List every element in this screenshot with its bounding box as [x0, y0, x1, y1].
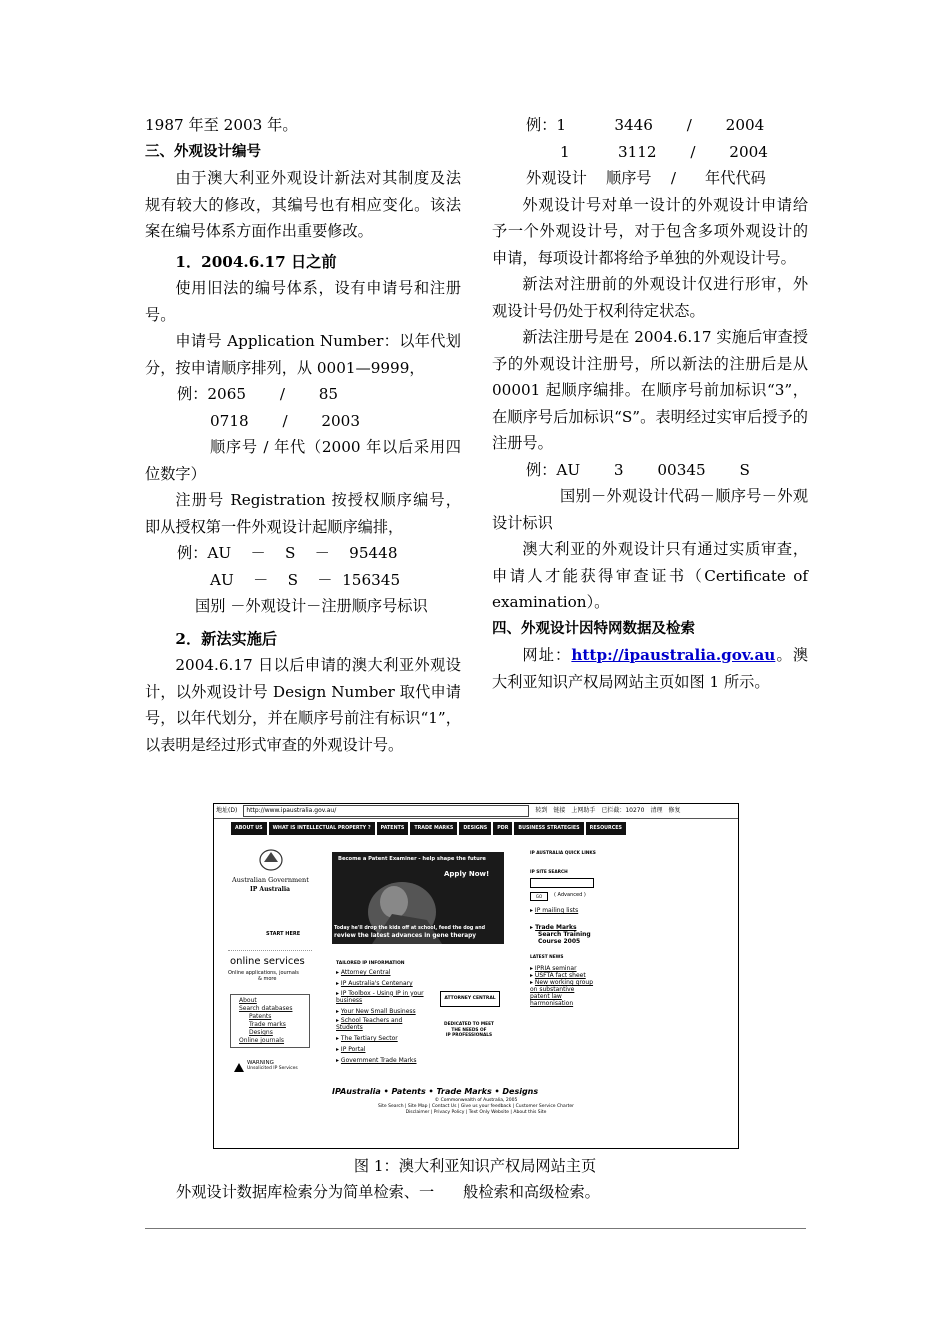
- closing-paragraph: 外观设计数据库检索分为简单检索、一 般检索和高级检索。: [176, 1183, 600, 1201]
- news-list: ▸ IPRIA seminar ▸ USFTA fact sheet ▸ New working group on substantive patent law harmonisation: [530, 965, 594, 1007]
- menu-about[interactable]: About: [239, 997, 257, 1004]
- paragraph: 新法对注册前的外观设计仅进行形审，外观设计号仍处于权利待定状态。: [492, 275, 808, 320]
- latest-news-heading: LATEST NEWS: [530, 955, 564, 960]
- tailored-links: ▸ Attorney Central ▸ IP Australia's Centenary ▸ IP Toolbox - Using IP in your business ▸ Your New Small Business ▸ School Teachers and Students ▸ The Tertiary Sector ▸ IP Portal ▸ Government Trade Marks: [336, 969, 424, 1064]
- banner-top: Become a Patent Examiner - help shape the future: [338, 856, 486, 862]
- paragraph: 澳大利亚的外观设计只有通过实质审查，申请人才能获得审查证书（Certificate of examination）。: [492, 540, 808, 611]
- online-services-sub: Online applications, journals: [228, 970, 299, 976]
- paragraph: 使用旧法的编号体系，设有申请号和注册号。: [145, 279, 461, 324]
- right-column: [492, 112, 808, 695]
- example-line: 国别－外观设计代码－顺序号－外观设计标识: [492, 487, 808, 532]
- gov-name: Australian Government: [232, 876, 309, 884]
- url-label: 网址：: [522, 646, 572, 664]
- advanced-search-link[interactable]: ( Advanced ): [554, 892, 586, 898]
- banner-line1: Today he'll drop the kids off at school, feed the dog and: [334, 926, 486, 931]
- banner-line2: review the latest advances in gene therapy: [334, 933, 477, 939]
- paragraph: 外观设计号对单一设计的外观设计申请给予一个外观设计号，对于包含多项外观设计的申请，每项设计都将给予单独的外观设计号。: [492, 195, 808, 267]
- nav-pdr[interactable]: PDR: [493, 822, 512, 835]
- subsection-heading: 1．2004.6.17 日之前: [175, 252, 337, 271]
- link-small-business[interactable]: Your New Small Business: [340, 1007, 416, 1015]
- paragraph: 由于澳大利亚外观设计新法对其制度及法规有较大的修改，其编号也有相应变化。该法案在编号体系方面作出重要修改。: [145, 169, 461, 240]
- toolbar-repair[interactable]: 修复: [668, 807, 681, 814]
- dedicated-line3: IP PROFESSIONALS: [445, 1033, 493, 1038]
- link-tm-training[interactable]: Trade Marks: [535, 924, 577, 931]
- nav-patents[interactable]: PATENTS: [377, 822, 409, 835]
- news-working-group[interactable]: New working group on substantive patent law harmonisation: [530, 979, 594, 1007]
- section-heading: 三、外观设计编号: [145, 143, 261, 160]
- menu-online-journals[interactable]: Online journals: [239, 1037, 285, 1044]
- services-menu-box: [230, 994, 310, 1048]
- paragraph: 注册号 Registration 按授权顺序编号，即从授权第一件外观设计起顺序编排，: [145, 491, 461, 536]
- example-line: 例：AU 3 00345 S: [526, 460, 750, 479]
- link-ip-portal[interactable]: IP Portal: [340, 1046, 366, 1054]
- menu-search-databases[interactable]: Search databases: [239, 1005, 293, 1012]
- left-column: [145, 112, 461, 758]
- online-services-sub2: & more: [258, 976, 277, 982]
- section-heading: 四、外观设计因特网数据及检索: [492, 620, 695, 637]
- nav-designs[interactable]: DESIGNS: [459, 822, 491, 835]
- link-attorney-central[interactable]: Attorney Central: [340, 969, 391, 976]
- address-label: 地址(D): [216, 807, 238, 814]
- ip-australia-name: IP Australia: [250, 886, 291, 893]
- website-screenshot-figure: [213, 803, 739, 1149]
- example-line: 国别 －外观设计－注册顺序号标识: [195, 597, 428, 615]
- trade-marks-training: ▸ Trade Marks Search Training Course 2005: [530, 924, 591, 945]
- online-services-heading: online services: [230, 956, 305, 967]
- coat-of-arms-icon: [258, 848, 284, 872]
- quick-links-heading: IP AUSTRALIA QUICK LINKS: [530, 851, 596, 856]
- banner-apply[interactable]: Apply Now!: [444, 870, 490, 878]
- nav-what-is-ip[interactable]: WHAT IS INTELLECTUAL PROPERTY ?: [269, 822, 375, 835]
- link-school-teachers[interactable]: School Teachers and Students: [336, 1017, 403, 1032]
- footer-links-2[interactable]: Disclaimer | Privacy Policy | Text Only Website | About this Site: [405, 1110, 547, 1115]
- example-line: 0718 / 2003: [210, 411, 361, 430]
- figure-caption: 图 1：澳大利亚知识产权局网站主页: [353, 1157, 597, 1175]
- nav-resources[interactable]: RESOURCES: [586, 822, 626, 835]
- example-line: 例：AU － S － 95448: [177, 544, 398, 562]
- divider: [228, 950, 312, 951]
- example-line: 外观设计 顺序号 / 年代代码: [526, 169, 766, 187]
- footer-logo: IPAustralia • Patents • Trade Marks • Designs: [332, 1087, 539, 1096]
- copyright: © Commonwealth of Australia, 2005: [434, 1098, 518, 1103]
- browser-address-bar: [214, 804, 738, 819]
- menu-patents[interactable]: Patents: [249, 1013, 272, 1020]
- toolbar-clean[interactable]: 清理: [650, 807, 663, 814]
- example-line: 1 3112 / 2004: [560, 142, 768, 161]
- warning-title: WARNING: [247, 1060, 274, 1066]
- example-line: 例：1 3446 / 2004: [526, 116, 765, 134]
- site-search-input[interactable]: [530, 878, 594, 888]
- nav-about-us[interactable]: ABOUT US: [231, 822, 267, 835]
- footer-links-1[interactable]: Site Search | Site Map | Contact Us | Give us your feedback | Customer Service Charter: [378, 1104, 574, 1109]
- dedicated-text: [440, 1022, 498, 1039]
- example-line: 例：2065 / 85: [177, 385, 339, 403]
- mailing-lists: ▸ IP mailing lists: [530, 907, 579, 914]
- menu-designs[interactable]: Designs: [249, 1029, 273, 1036]
- warning-icon: [234, 1063, 244, 1072]
- toolbar-helper[interactable]: 上网助手: [571, 807, 596, 814]
- link-tertiary[interactable]: The Tertiary Sector: [340, 1035, 398, 1043]
- site-nav-bar: [231, 822, 626, 835]
- dedicated-line2: THE NEEDS OF: [451, 1027, 487, 1033]
- example-line: AU － S － 156345: [210, 570, 401, 589]
- subsection-heading: 2．新法实施后: [175, 629, 278, 648]
- link-gov-trade-marks[interactable]: Government Trade Marks: [340, 1056, 417, 1064]
- toolbar-blocked[interactable]: 已拦截：10270: [601, 807, 645, 814]
- tm-training-line3: Course 2005: [538, 938, 581, 945]
- news-ipria[interactable]: IPRIA seminar: [534, 965, 577, 972]
- website-link[interactable]: http://ipaustralia.gov.au: [571, 646, 776, 664]
- paragraph: 申请号 Application Number：以年代划分，按申请顺序排列，从 0001—9999，: [145, 332, 461, 377]
- attorney-central-badge[interactable]: ATTORNEY CENTRAL: [440, 991, 500, 1007]
- tailored-heading: TAILORED IP INFORMATION: [336, 961, 405, 966]
- toolbar-links[interactable]: 链接: [553, 807, 566, 814]
- paragraph: [492, 642, 808, 695]
- footer-rule: [145, 1228, 806, 1229]
- dedicated-line1: DEDICATED TO MEET: [444, 1022, 494, 1027]
- recruitment-banner[interactable]: [332, 852, 504, 944]
- paragraph: 新法注册号是在 2004.6.17 实施后审查授予的外观设计注册号，所以新法的注册后是从 00001 起顺序编排。在顺序号前加标识“3”，在顺序号后加标识“S”。表明经过实审后授予的注册号。: [492, 328, 808, 452]
- site-search-heading: IP SITE SEARCH: [530, 870, 568, 875]
- start-here-link[interactable]: START HERE: [266, 931, 301, 937]
- link-centenary[interactable]: IP Australia's Centenary: [340, 979, 413, 987]
- link-ip-toolbox[interactable]: IP Toolbox - Using IP in your business: [336, 989, 424, 1004]
- address-input[interactable]: http://www.ipaustralia.gov.au/: [243, 805, 529, 817]
- link-mailing-lists[interactable]: IP mailing lists: [534, 907, 579, 914]
- example-line: 顺序号 / 年代（2000 年以后采用四位数字）: [145, 438, 461, 483]
- paragraph: 2004.6.17 日以后申请的澳大利亚外观设计，以外观设计号 Design Number 取代申请号，以年代划分，并在顺序号前注有标识“1”，以表明是经过形式审查的外观设计号。: [145, 656, 461, 754]
- tm-training-line2: Search Training: [538, 931, 591, 938]
- search-go-button[interactable]: GO: [530, 892, 548, 901]
- news-usfta[interactable]: USFTA fact sheet: [534, 972, 586, 979]
- paragraph: 1987 年至 2003 年。: [145, 116, 298, 134]
- nav-trade-marks[interactable]: TRADE MARKS: [410, 822, 457, 835]
- url-after: 。澳大利亚知识产权局网站主页如图 1 所示。: [492, 646, 808, 691]
- menu-trade-marks[interactable]: Trade marks: [249, 1021, 286, 1028]
- toolbar-go[interactable]: 转到: [535, 807, 548, 814]
- warning-sub[interactable]: Unsolicited IP Services: [247, 1066, 298, 1071]
- nav-business-strategies[interactable]: BUSINESS STRATEGIES: [514, 822, 583, 835]
